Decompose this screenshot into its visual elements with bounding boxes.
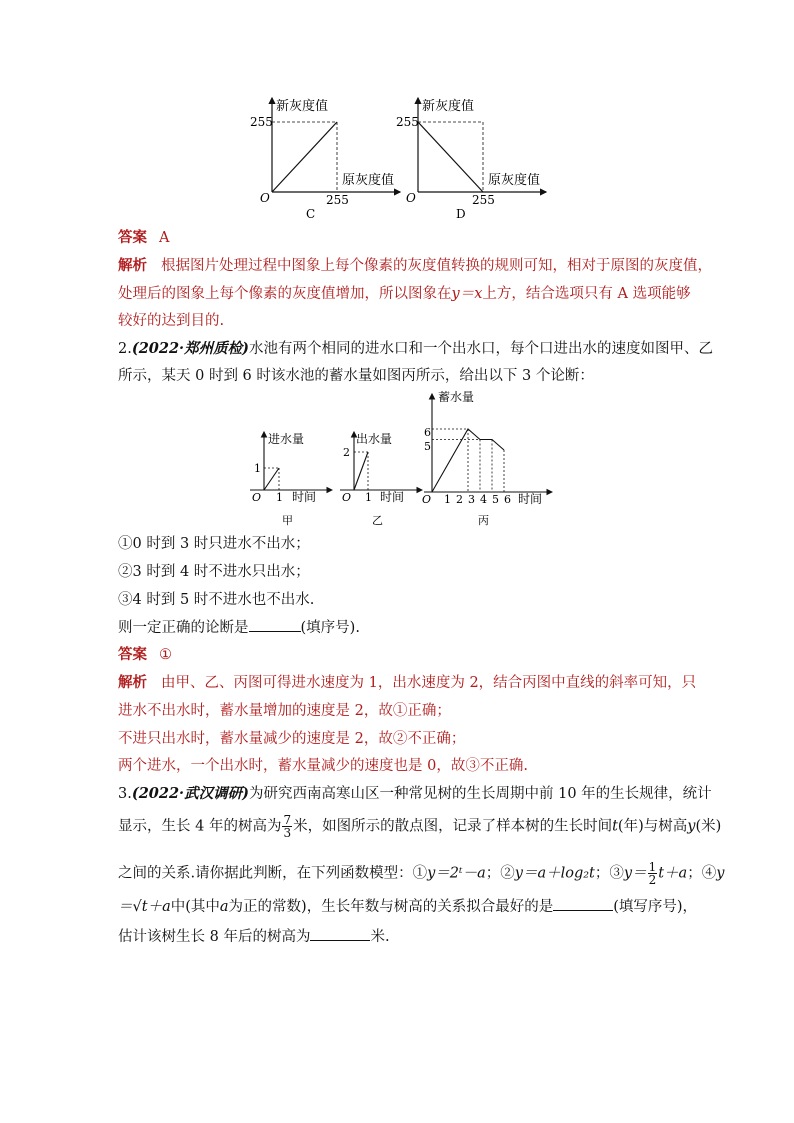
graph-bing-xtick-6: 6	[504, 493, 511, 506]
q3-sep-2: ；③	[594, 865, 624, 882]
graph-bing-origin: O	[422, 493, 432, 506]
graph-c-ytick: 255	[250, 115, 273, 129]
q3-blank-1	[553, 896, 613, 911]
graph-yi-xtick: 1	[365, 491, 372, 504]
q2-analysis-text-1: 由甲、乙、丙图可得进水速度为 1，出水速度为 2，结合丙图中直线的斜率可知，只	[161, 675, 697, 691]
graph-c-xlabel: 原灰度值	[342, 173, 395, 188]
q1-answer-label: 答案	[118, 229, 147, 246]
q1-analysis-label: 解析	[118, 257, 147, 274]
graph-yi-caption: 乙	[372, 514, 383, 527]
graph-c-xtick: 255	[326, 193, 349, 207]
graph-d-xlabel: 原灰度值	[488, 173, 541, 188]
graph-c-origin: O	[260, 191, 270, 205]
q2-stem-1	[118, 339, 713, 359]
q3-sep-1: ；②	[485, 865, 515, 882]
graph-jia-origin: O	[252, 491, 262, 504]
q2-question-text: 则一定正确的论断是	[118, 620, 249, 636]
q3-model-4: ＝√t＋a	[118, 899, 171, 915]
q1-analysis-3	[118, 311, 224, 331]
q3-text-4: 中(其中	[170, 899, 220, 915]
q3-blank-2	[310, 926, 370, 941]
q2-analysis-2: 进水不出水时，蓄水量增加的速度是 2，故①正确；	[118, 703, 451, 719]
q2-question-post: (填序号).	[300, 620, 360, 636]
q2-stem-text-1: 水池有两个相同的进水口和一个出水口，每个口进出水的速度如图甲、乙	[248, 341, 713, 357]
q3-t-var: t	[612, 818, 618, 835]
q3-text-2b: 米，如图所示的散点图，记录了样本树的生长时间	[293, 818, 613, 835]
q1-analysis-text-2: 处理后的图象上每个像素的灰度值增加，所以图象在	[118, 286, 452, 302]
graph-bing-xtick-2: 2	[456, 493, 463, 506]
q3-a-var: a	[219, 899, 229, 915]
q3-line-5	[118, 926, 390, 947]
graph-bing-ytick-6: 6	[424, 426, 431, 439]
q2-question	[118, 617, 360, 638]
graph-bing-xtick-1: 1	[444, 493, 451, 506]
q2-answer-value: ①	[159, 647, 172, 663]
q3-line-1	[118, 784, 712, 804]
q2-analysis-4: 两个进水，一个出水时，蓄水量减少的速度也是 0，故③不正确.	[118, 758, 528, 774]
graph-bing-xtick-4: 4	[480, 493, 487, 506]
q3-frac2-den: 2	[648, 873, 657, 887]
q3-fraction-1-2	[648, 861, 658, 886]
q2-answer	[118, 645, 172, 665]
graph-bing-xtick-5: 5	[492, 493, 499, 506]
q1-answer	[118, 228, 169, 248]
graph-jia-ytick: 1	[254, 462, 261, 475]
q3-source: (2022·武汉调研)	[131, 785, 249, 802]
q2-statement-1: ①0 时到 3 时只进水不出水；	[118, 536, 310, 552]
graph-d-xtick: 255	[472, 193, 495, 207]
graph-bing-caption: 丙	[478, 514, 489, 527]
q3-model-2: y＝a＋log₂t	[514, 865, 595, 882]
q1-analysis-2	[118, 284, 691, 304]
q1-analysis-tail: 上方，结合选项只有 A 选项能够	[482, 286, 691, 302]
graph-jia-xlabel: 时间	[292, 490, 317, 504]
graph-d-ytick: 255	[396, 115, 419, 129]
q1-analysis-text-3: 较好的达到目的.	[118, 313, 225, 329]
q2-analysis-3: 不进只出水时，蓄水量减少的速度是 2，故②不正确；	[118, 731, 466, 747]
graph-yi-xlabel: 时间	[380, 490, 405, 504]
graph-bing-ylabel: 蓄水量	[438, 390, 475, 404]
graph-c-line	[272, 122, 337, 192]
graph-jia-xtick: 1	[276, 491, 283, 504]
graph-d-line	[418, 122, 483, 192]
q1-analysis-text-1: 根据图片处理过程中图象上每个像素的灰度值转换的规则可知，相对于原图的灰度值，	[161, 258, 712, 274]
graph-yi-line	[354, 452, 368, 490]
q1-analysis-eq: y＝x	[451, 286, 483, 302]
q3-number: 3.	[118, 786, 132, 802]
q2-answer-blank	[249, 617, 301, 632]
q3-frac1-den: 3	[283, 826, 292, 840]
q3-text-5: 估计该树生长 8 年后的树高为	[118, 929, 311, 945]
q2-statement-3: ③4 时到 5 时不进水也不出水.	[118, 592, 315, 608]
graph-yi-origin: O	[342, 491, 352, 504]
graph-bing-xlabel: 时间	[518, 492, 543, 506]
q3-frac2-num: 1	[648, 860, 657, 874]
q3-frac1-num: 7	[283, 813, 292, 827]
q3-model-3-pre: y＝	[623, 865, 647, 882]
graph-yi-ylabel: 出水量	[356, 432, 393, 446]
graph-bing	[420, 386, 560, 528]
q3-line-3	[118, 861, 724, 886]
q2-stem-text-2: 所示，某天 0 时到 6 时该水池的蓄水量如图丙所示，给出以下 3 个论断：	[118, 368, 594, 384]
q2-stem-2	[118, 366, 594, 386]
q2-answer-label: 答案	[118, 646, 147, 663]
q3-text-2: 显示，生长 4 年的树高为	[118, 818, 282, 835]
q3-text-5b: 米.	[370, 929, 390, 945]
q3-model-4-head: y	[716, 865, 725, 882]
q3-fraction-7-3	[282, 814, 292, 839]
graph-bing-xtick-3: 3	[468, 493, 475, 506]
q3-text-2c: (年)与树高	[617, 818, 688, 835]
graph-yi	[334, 428, 424, 528]
q2-analysis-1	[118, 673, 696, 693]
q3-model-3-post: t＋a	[658, 865, 688, 882]
graph-d-caption: D	[456, 207, 466, 221]
q3-sep-3: ；④	[687, 865, 717, 882]
q2-number: 2.	[118, 341, 132, 357]
graph-bing-ytick-5: 5	[424, 440, 431, 453]
graph-jia-caption: 甲	[282, 514, 293, 527]
graph-c-caption: C	[306, 207, 316, 221]
q3-text-4c: (填写序号)，	[613, 899, 698, 915]
q3-text-3: 之间的关系.请你据此判断，在下列函数模型：①	[118, 865, 428, 882]
q3-text-1: 为研究西南高寒山区一种常见树的生长周期中前 10 年的生长规律，统计	[248, 786, 712, 802]
graph-d-origin: O	[406, 191, 416, 205]
graph-jia	[244, 428, 334, 528]
graph-c-ylabel: 新灰度值	[276, 99, 329, 114]
q3-y-var: y	[687, 818, 696, 835]
q2-statement-2: ②3 时到 4 时不进水只出水；	[118, 564, 310, 580]
q1-answer-value: A	[159, 230, 170, 246]
graph-jia-ylabel: 进水量	[268, 432, 305, 446]
graph-d	[396, 92, 556, 222]
graph-bing-guides	[432, 429, 504, 492]
graph-d-ylabel: 新灰度值	[422, 99, 475, 114]
q3-text-4b: 为正的常数)，生长年数与树高的关系拟合最好的是	[228, 899, 554, 915]
graph-yi-ytick: 2	[343, 446, 350, 459]
q3-line-4	[118, 896, 697, 917]
graph-c	[250, 92, 410, 222]
q2-analysis-label: 解析	[118, 674, 147, 691]
q3-text-2d: (米)	[695, 818, 722, 835]
q1-analysis-1	[118, 256, 712, 276]
q3-model-1: y＝2ᵗ－a	[427, 865, 486, 882]
q3-line-2	[118, 814, 721, 839]
q2-source: (2022·郑州质检)	[131, 340, 249, 357]
graph-jia-line	[264, 468, 279, 490]
